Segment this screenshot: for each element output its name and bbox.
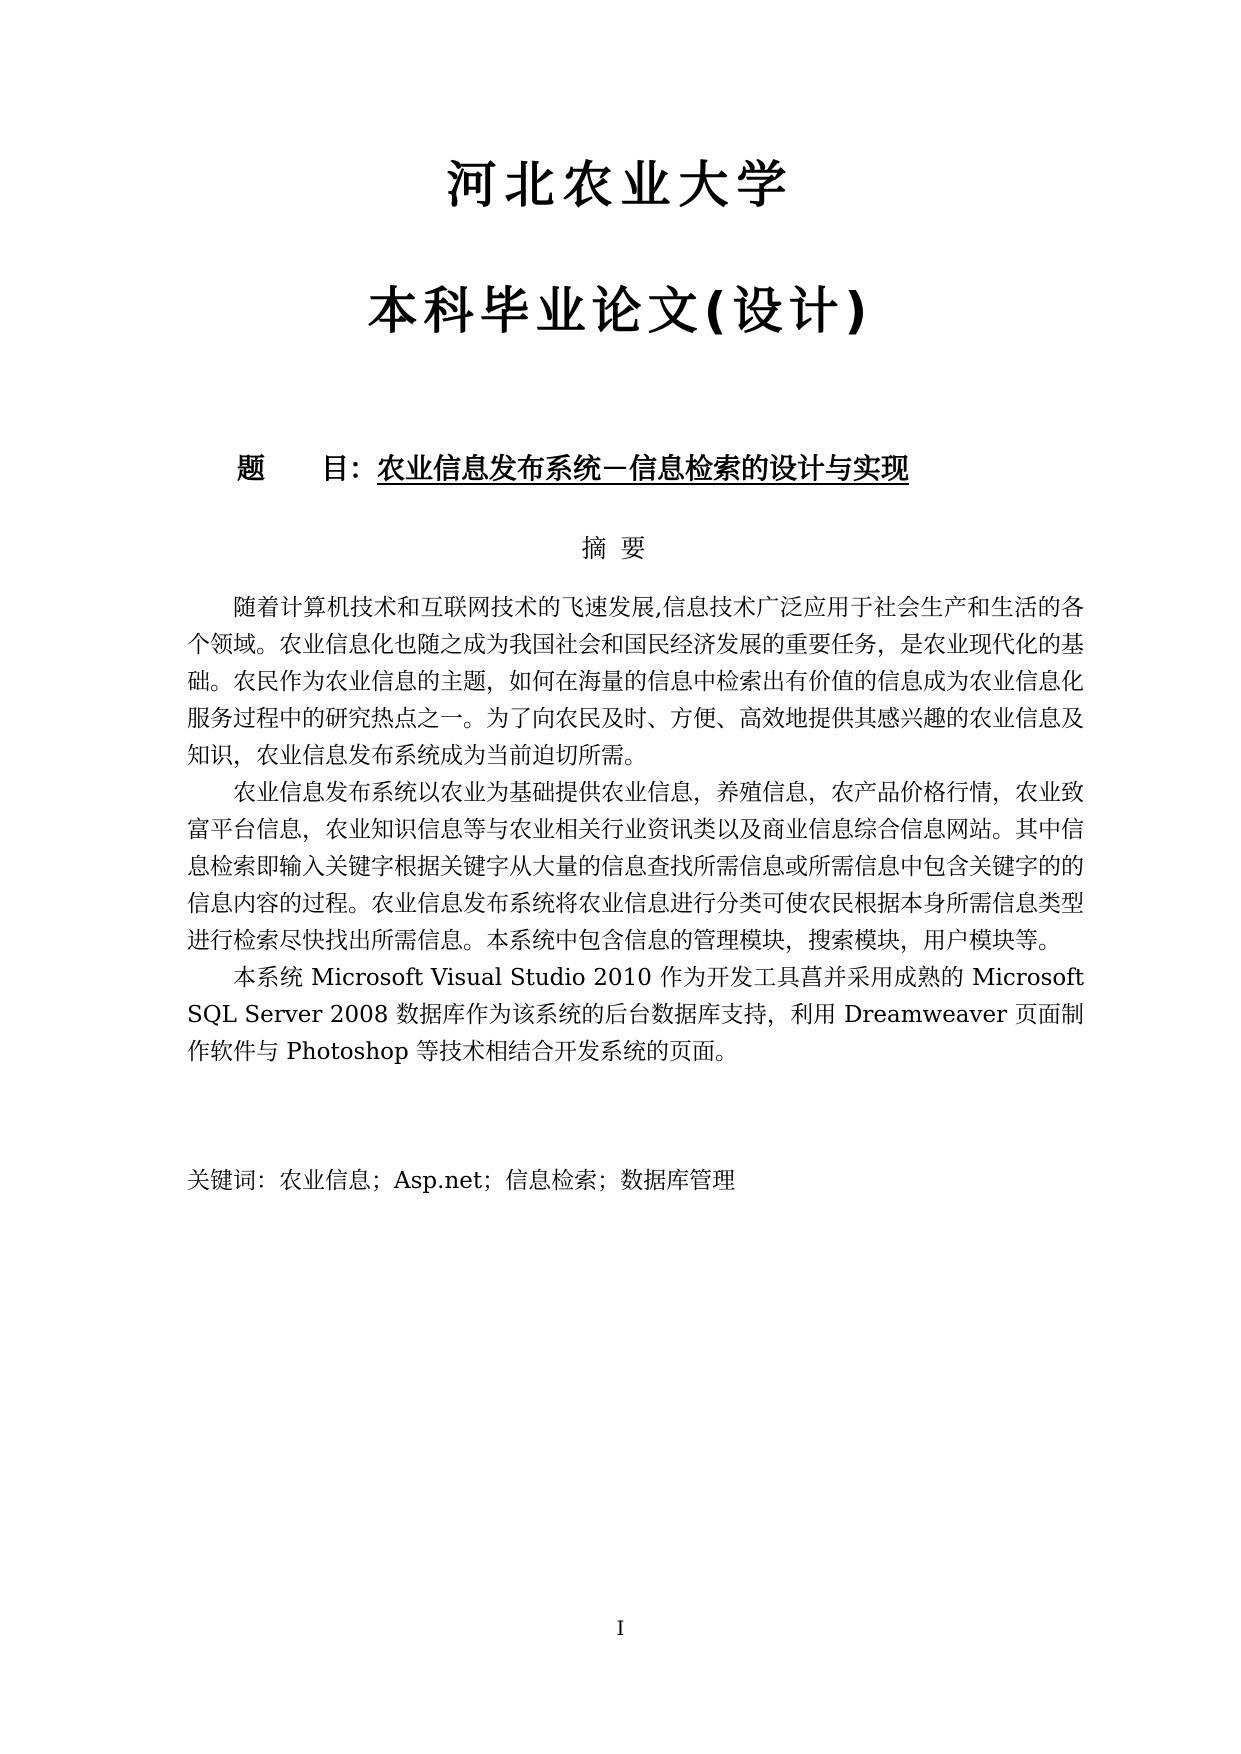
keywords-value: 农业信息；Asp.net；信息检索；数据库管理 xyxy=(279,1168,736,1194)
page-number: I xyxy=(616,1616,625,1640)
university-name: 河北农业大学 xyxy=(446,156,795,214)
keywords-label: 关键词： xyxy=(187,1168,279,1194)
topic-label-char1: 题 xyxy=(237,452,266,485)
abstract-paragraph-3: 本系统 Microsoft Visual Studio 2010 作为开发工具菖并采用成熟的 Microsoft SQL Server 2008 数据库作为该系统的后台数据库支持，利用 Dreamweaver 页面制作软件与 Photoshop 等技术相结合开发系统的页面。 xyxy=(187,965,1084,1065)
abstract-heading: 摘要 xyxy=(581,534,660,563)
topic-value: 农业信息发布系统－信息检索的设计与实现 xyxy=(377,452,910,485)
abstract-paragraph-1: 随着计算机技术和互联网技术的飞速发展,信息技术广泛应用于社会生产和生活的各个领域。农业信息化也随之成为我国社会和国民经济发展的重要任务，是农业现代化的基础。农民作为农业信息的主题，如何在海量的信息中检索出有价值的信息成为农业信息化服务过程中的研究热点之一。为了向农民及时、方便、高效地提供其感兴趣的农业信息及知识，农业信息发布系统成为当前迫切所需。 xyxy=(187,595,1084,769)
topic-row xyxy=(237,452,923,486)
abstract-body xyxy=(187,590,1084,1071)
keywords-line xyxy=(187,1163,735,1200)
thesis-type-title: 本科毕业论文(设计) xyxy=(367,282,874,340)
topic-label-char2: 目： xyxy=(321,452,378,485)
abstract-paragraph-2: 农业信息发布系统以农业为基础提供农业信息，养殖信息，农产品价格行情，农业致富平台信息，农业知识信息等与农业相关行业资讯类以及商业信息综合信息网站。其中信息检索即输入关键字根据关键字从大量的信息查找所需信息或所需信息中包含关键字的的信息内容的过程。农业信息发布系统将农业信息进行分类可使农民根据本身所需信息类型进行检索尽快找出所需信息。本系统中包含信息的管理模块，搜索模块，用户模块等。 xyxy=(187,780,1084,954)
